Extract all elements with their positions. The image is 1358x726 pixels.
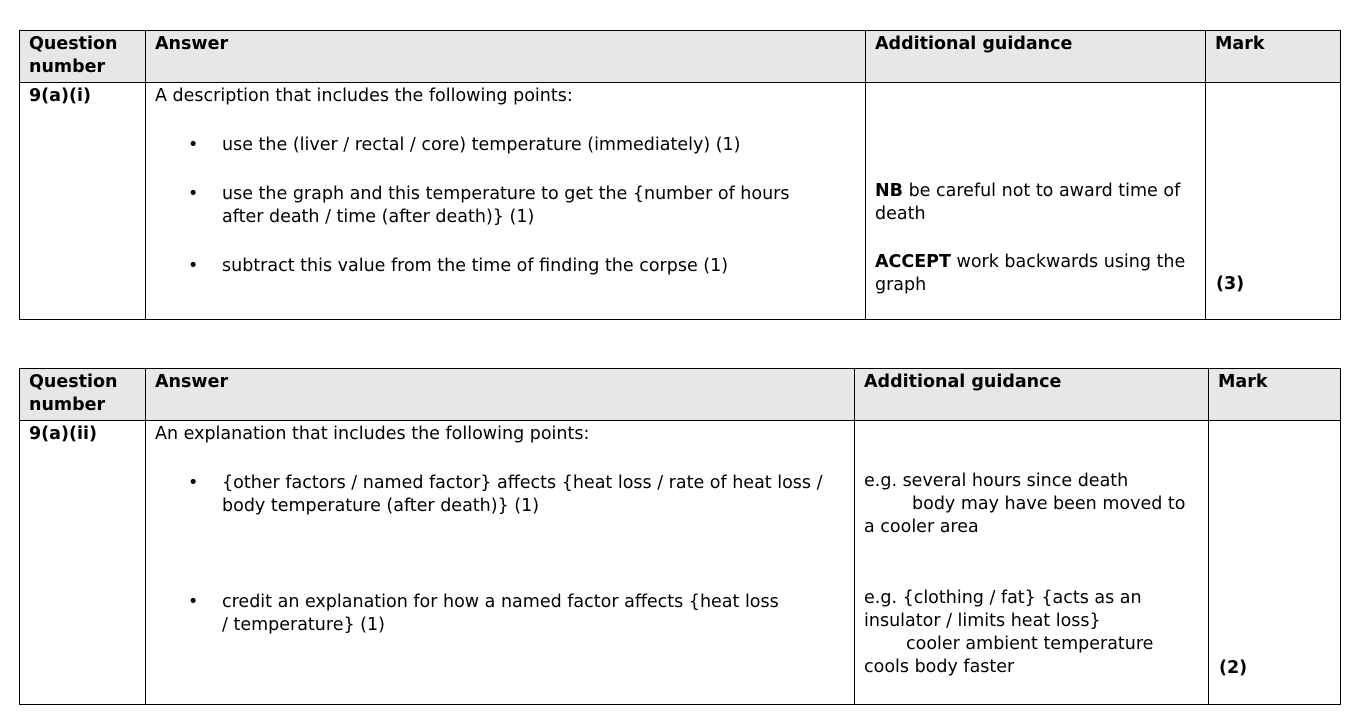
mark-scheme-table-9ai bbox=[19, 30, 1341, 320]
answer-points bbox=[155, 134, 857, 278]
answer-point: • credit an explanation for how a named factor affects {heat loss / temperature} (1) bbox=[155, 591, 846, 637]
answer-point: • {other factors / named factor} affects {heat loss / rate of heat loss / body temperature (after death)} (1) bbox=[155, 472, 846, 518]
header-question-number: Question number bbox=[29, 34, 118, 77]
header-row bbox=[20, 31, 1341, 83]
answer-point: • use the graph and this temperature to get the {number of hours after death / time (after death)} (1) bbox=[155, 183, 857, 229]
question-number: 9(a)(ii) bbox=[29, 424, 97, 444]
answer-points bbox=[155, 472, 846, 637]
guidance-tail: cools body faster bbox=[864, 657, 1015, 677]
guidance-note bbox=[875, 180, 1195, 226]
header-answer: Answer bbox=[155, 372, 229, 392]
guidance-keyword: ACCEPT bbox=[875, 252, 951, 272]
header-mark: Mark bbox=[1215, 34, 1265, 54]
guidance-indented: body may have been moved to bbox=[912, 494, 1186, 514]
mark-scheme-table-9aii bbox=[19, 368, 1341, 705]
answer-cell bbox=[146, 83, 865, 278]
guidance-text: work backwards using the graph bbox=[875, 252, 1186, 295]
guidance-lead: e.g. {clothing / fat} {acts as an insulator / limits heat loss} bbox=[864, 588, 1142, 631]
guidance-text: be careful not to award time of death bbox=[875, 181, 1181, 224]
answer-intro: A description that includes the following points: bbox=[155, 86, 573, 106]
answer-row bbox=[20, 421, 1341, 705]
header-question-number: Question number bbox=[29, 372, 118, 415]
guidance-tail: a cooler area bbox=[864, 517, 979, 537]
guidance-cell bbox=[855, 421, 1208, 679]
guidance-note bbox=[875, 251, 1195, 297]
question-number: 9(a)(i) bbox=[29, 86, 91, 106]
mark-value: (2) bbox=[1219, 658, 1248, 678]
header-answer: Answer bbox=[155, 34, 229, 54]
header-mark: Mark bbox=[1218, 372, 1268, 392]
header-additional-guidance: Additional guidance bbox=[875, 34, 1073, 54]
header-row bbox=[20, 369, 1341, 421]
guidance-indented: cooler ambient temperature bbox=[906, 634, 1154, 654]
answer-point: • use the (liver / rectal / core) temperature (immediately) (1) bbox=[155, 134, 857, 157]
answer-point: • subtract this value from the time of finding the corpse (1) bbox=[155, 255, 857, 278]
answer-cell bbox=[146, 421, 854, 637]
answer-row bbox=[20, 83, 1341, 320]
guidance-example bbox=[864, 470, 1196, 539]
guidance-cell bbox=[866, 83, 1205, 297]
guidance-lead: e.g. several hours since death bbox=[864, 471, 1129, 491]
header-additional-guidance: Additional guidance bbox=[864, 372, 1062, 392]
guidance-example bbox=[864, 587, 1196, 679]
mark-value: (3) bbox=[1216, 274, 1245, 294]
answer-intro: An explanation that includes the following points: bbox=[155, 424, 590, 444]
guidance-keyword: NB bbox=[875, 181, 903, 201]
